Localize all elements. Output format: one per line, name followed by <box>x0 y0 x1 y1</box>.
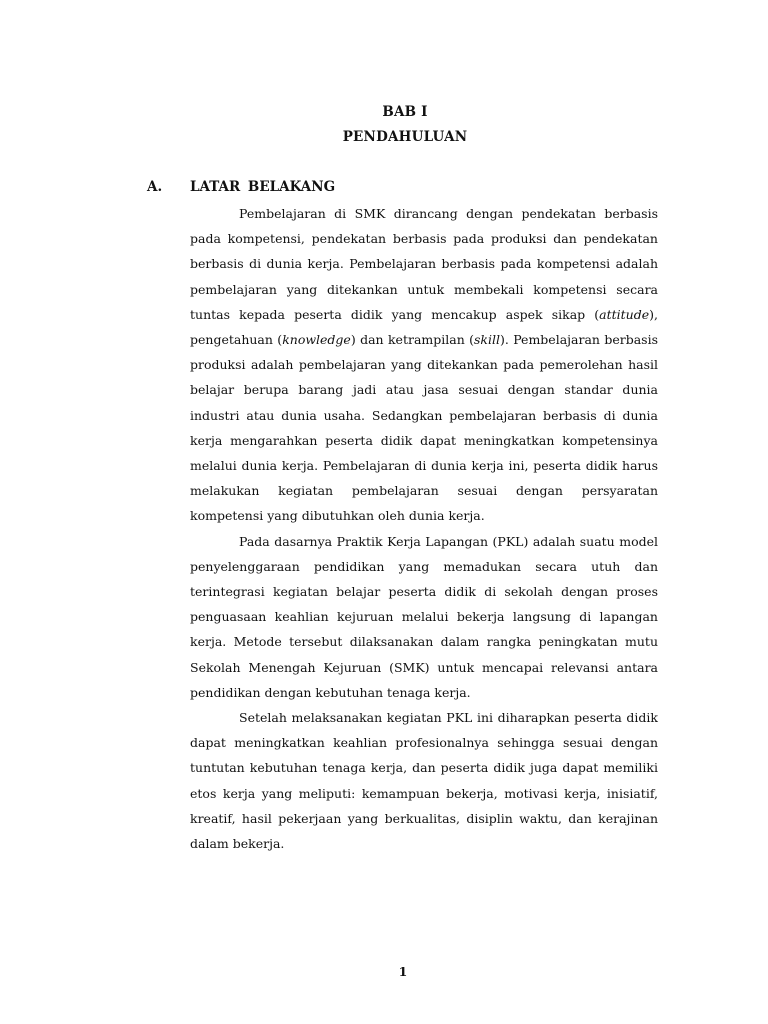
paragraph-1 <box>190 201 658 529</box>
paragraph-3 <box>190 705 658 856</box>
body-text <box>190 201 658 856</box>
paragraph-2 <box>190 529 658 705</box>
section-number: A. <box>147 179 163 195</box>
section-title: LATAR BELAKANG <box>190 179 336 195</box>
italic-term: skill <box>474 332 500 348</box>
text-run: ), pengetahuan ( <box>190 306 658 348</box>
text-run: Setelah melaksanakan kegiatan PKL ini diharapkan peserta didik dapat meningkatkan keahlian profesionalnya sehingga sesuai dengan tuntutan kebutuhan tenaga kerja, dan peserta didik juga dapat memiliki etos kerja yang meliputi: kemampuan bekerja, motivasi kerja, inisiatif, kreatif, hasil pekerjaan yang berkualitas, disiplin waktu, dan kerajinan dalam bekerja. <box>190 710 658 852</box>
page-number: 1 <box>398 964 408 979</box>
chapter-heading: BAB I <box>382 104 428 120</box>
text-run: ) dan ketrampilan ( <box>350 332 474 348</box>
text-run: Pada dasarnya Praktik Kerja Lapangan (PKL) adalah suatu model penyelenggaraan pendidikan yang memadukan secara utuh dan terintegrasi kegiatan belajar peserta didik di sekolah dengan proses penguasaan keahlian kejuruan melalui bekerja langsung di lapangan kerja. Metode tersebut dilaksanakan dalam rangka peningkatan mutu Sekolah Menengah Kejuruan (SMK) untuk mencapai relevansi antara pendidikan dengan kebutuhan tenaga kerja. <box>190 533 658 700</box>
italic-term: knowledge <box>282 332 351 348</box>
chapter-title: PENDAHULUAN <box>342 129 468 145</box>
text-run: ). Pembelajaran berbasis produksi adalah pembelajaran yang ditekankan pada pemerolehan hasil belajar berupa barang jadi atau jasa sesuai dengan standar dunia industri atau dunia usaha. Sedangkan pembelajaran berbasis di dunia kerja mengarahkan peserta didik dapat meningkatkan kompetensinya melalui dunia kerja. Pembelajaran di dunia kerja ini, peserta didik harus melakukan kegiatan pembelajaran sesuai dengan persyaratan kompetensi yang dibutuhkan oleh dunia kerja. <box>190 332 658 524</box>
text-run: Pembelajaran di SMK dirancang dengan pendekatan berbasis pada kompetensi, pendekatan berbasis pada produksi dan pendekatan berbasis di dunia kerja. Pembelajaran berbasis pada kompetensi adalah pembelajaran yang ditekankan untuk membekali kompetensi secara tuntas kepada peserta didik yang mencakup aspek sikap ( <box>190 206 658 322</box>
italic-term: attitude <box>599 306 650 322</box>
